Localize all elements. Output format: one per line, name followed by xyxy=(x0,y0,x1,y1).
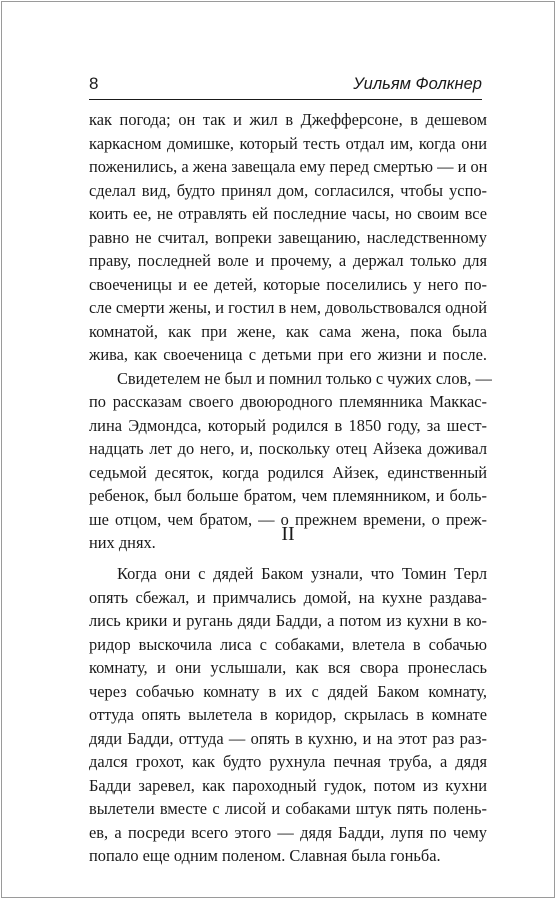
text-line: дяди Бадди, оттуда — опять в кухню, и на этот раз раз- xyxy=(89,728,487,748)
text-line: как погода; он так и жил в Джефферсоне, в дешевом xyxy=(89,110,487,129)
text-line: ев, а посреди всего этого — дядя Бадди, лупя по чему xyxy=(89,822,487,842)
header-rule xyxy=(89,99,482,100)
text-line: вылетели вместе с лисой и собаками штук пять полень- xyxy=(89,799,487,818)
text-line: коить ее, не отравлять ей последние часы, но своим все xyxy=(89,204,487,223)
text-line: комнату, и они услышали, как вся свора пронеслась xyxy=(89,658,487,677)
text-block-top xyxy=(89,108,492,555)
text-line: сле смерти жены, и гостил в нем, довольствовался одной xyxy=(89,298,487,317)
text-line: праву, последней воле и прочему, а держал только для xyxy=(89,251,487,270)
section-heading: II xyxy=(281,523,295,545)
text-line: комнатой, как при жене, как сама жена, пока была xyxy=(89,321,487,341)
text-line: жива, как своеченица с детьми при его жизни и после. xyxy=(89,345,487,364)
running-head-author: Уильям Фолкнер xyxy=(353,75,482,93)
text-line: опять сбежал, и примчались домой, на кухне раздава- xyxy=(89,587,487,607)
text-line: по рассказам своего двоюродного племянника Маккас- xyxy=(89,392,487,411)
text-line: своеченицы и ее детей, которые поселились у него по- xyxy=(89,274,487,294)
text-line: Когда они с дядей Баком узнали, что Томин Терл xyxy=(117,564,487,583)
text-line: ребенок, был больше братом, чем племянником, и боль- xyxy=(89,486,487,505)
paragraph-1 xyxy=(89,108,487,367)
text-line: сделал вид, будто принял дом, согласился, чтобы успо- xyxy=(89,180,487,200)
text-line: попало еще одним поленом. Славная была гоньба. xyxy=(89,846,441,865)
page-number: 8 xyxy=(89,74,99,93)
text-line: оттуда опять вылетела в коридор, скрылась в комнате xyxy=(89,705,487,724)
text-block-bottom xyxy=(89,562,487,868)
text-line: лись крики и ругань дяди Бадди, а потом из кухни в ко- xyxy=(89,611,487,630)
text-line: надцать лет до него, и, поскольку отец Айзека доживал xyxy=(89,439,487,458)
text-line: Свидетелем не был и помнил только с чужих слов, — xyxy=(117,368,492,388)
text-line: каркасном домишке, который тесть отдал им, когда они xyxy=(89,133,487,153)
text-line: дался грохот, как будто рухнула печная труба, а дядя xyxy=(89,752,487,771)
text-line: через собачью комнату в их с дядей Баком комнату, xyxy=(89,681,487,701)
text-line: равно не считал, вопреки завещанию, наследственному xyxy=(89,227,487,247)
text-line: седьмой десяток, когда родился Айзек, единственный xyxy=(89,462,487,482)
text-line: лина Эдмондса, который родился в 1850 году, за шест- xyxy=(89,415,487,435)
text-line: поженились, а жена завещала ему перед смертью — и он xyxy=(89,157,488,176)
text-line: них днях. xyxy=(89,533,156,552)
paragraph-3 xyxy=(89,562,487,868)
text-line: Бадди заревел, как пароходный гудок, потом из кухни xyxy=(89,775,487,795)
text-line: ридор выскочила лиса с собаками, влетела в собачью xyxy=(89,634,487,654)
book-page xyxy=(1,1,555,898)
page-header xyxy=(89,74,482,98)
text-line: ше отцом, чем братом, — о прежнем времени, о преж- xyxy=(89,509,487,529)
